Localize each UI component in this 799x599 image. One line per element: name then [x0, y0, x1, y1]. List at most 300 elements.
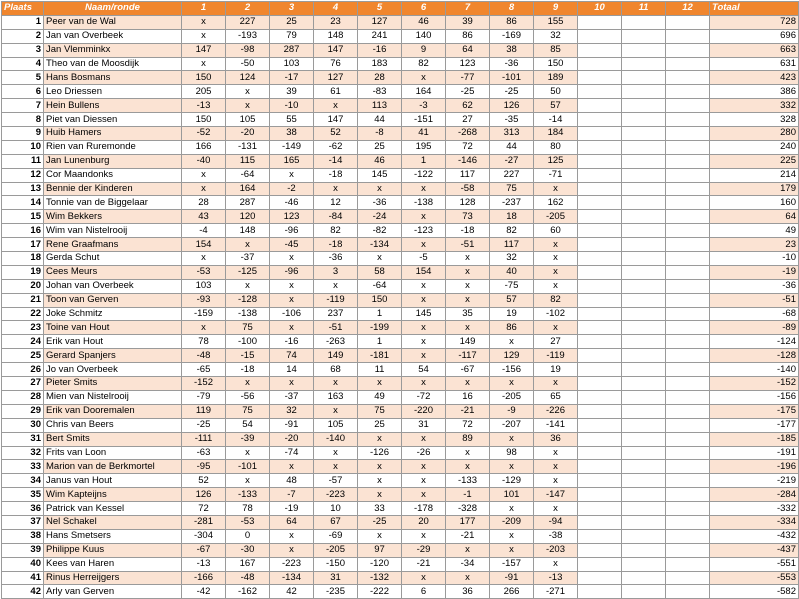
- total-cell: -68: [710, 307, 799, 321]
- header-round-3: 3: [270, 2, 314, 16]
- round-6-score-cell: -3: [402, 99, 446, 113]
- round-3-score-cell: -96: [270, 224, 314, 238]
- round-11-score-cell: [622, 335, 666, 349]
- round-4-score-cell: -223: [314, 488, 358, 502]
- round-4-score-cell: 61: [314, 85, 358, 99]
- round-9-score-cell: x: [534, 446, 578, 460]
- rank-cell: 15: [2, 210, 44, 224]
- round-3-score-cell: -46: [270, 196, 314, 210]
- rank-cell: 24: [2, 335, 44, 349]
- round-1-score-cell: -166: [182, 571, 226, 585]
- round-1-score-cell: -48: [182, 349, 226, 363]
- round-4-score-cell: 52: [314, 127, 358, 141]
- table-row: [2, 279, 799, 293]
- rank-cell: 12: [2, 168, 44, 182]
- player-name-cell: Chris van Beers: [44, 418, 182, 432]
- round-10-score-cell: [578, 265, 622, 279]
- player-name-cell: Huib Hamers: [44, 127, 182, 141]
- round-1-score-cell: 126: [182, 488, 226, 502]
- round-10-score-cell: [578, 43, 622, 57]
- round-8-score-cell: -157: [490, 557, 534, 571]
- round-3-score-cell: -7: [270, 488, 314, 502]
- player-name-cell: Nel Schakel: [44, 515, 182, 529]
- round-9-score-cell: 65: [534, 390, 578, 404]
- round-3-score-cell: x: [270, 252, 314, 266]
- total-cell: 225: [710, 154, 799, 168]
- round-12-score-cell: [666, 99, 710, 113]
- total-cell: 160: [710, 196, 799, 210]
- round-9-score-cell: 155: [534, 15, 578, 29]
- round-3-score-cell: -17: [270, 71, 314, 85]
- round-3-score-cell: x: [270, 377, 314, 391]
- round-6-score-cell: 46: [402, 15, 446, 29]
- round-6-score-cell: x: [402, 349, 446, 363]
- round-6-score-cell: x: [402, 210, 446, 224]
- total-cell: 64: [710, 210, 799, 224]
- round-2-score-cell: x: [226, 238, 270, 252]
- round-10-score-cell: [578, 363, 622, 377]
- round-7-score-cell: x: [446, 543, 490, 557]
- round-4-score-cell: x: [314, 404, 358, 418]
- round-1-score-cell: -42: [182, 585, 226, 599]
- round-6-score-cell: 1: [402, 154, 446, 168]
- round-7-score-cell: -21: [446, 529, 490, 543]
- round-2-score-cell: 164: [226, 182, 270, 196]
- rank-cell: 5: [2, 71, 44, 85]
- rank-cell: 19: [2, 265, 44, 279]
- total-cell: -437: [710, 543, 799, 557]
- round-11-score-cell: [622, 418, 666, 432]
- table-row: [2, 432, 799, 446]
- table-row: [2, 57, 799, 71]
- total-cell: -19: [710, 265, 799, 279]
- player-name-cell: Philippe Kuus: [44, 543, 182, 557]
- total-cell: -334: [710, 515, 799, 529]
- round-9-score-cell: x: [534, 321, 578, 335]
- round-10-score-cell: [578, 182, 622, 196]
- total-cell: 386: [710, 85, 799, 99]
- round-10-score-cell: [578, 460, 622, 474]
- round-8-score-cell: -237: [490, 196, 534, 210]
- round-10-score-cell: [578, 390, 622, 404]
- round-3-score-cell: -45: [270, 238, 314, 252]
- round-1-score-cell: -4: [182, 224, 226, 238]
- round-7-score-cell: -268: [446, 127, 490, 141]
- round-6-score-cell: x: [402, 571, 446, 585]
- round-4-score-cell: 76: [314, 57, 358, 71]
- round-12-score-cell: [666, 460, 710, 474]
- round-1-score-cell: -281: [182, 515, 226, 529]
- round-5-score-cell: x: [358, 377, 402, 391]
- round-5-score-cell: -64: [358, 279, 402, 293]
- round-12-score-cell: [666, 279, 710, 293]
- round-6-score-cell: x: [402, 460, 446, 474]
- round-3-score-cell: -16: [270, 335, 314, 349]
- round-12-score-cell: [666, 529, 710, 543]
- round-3-score-cell: -91: [270, 418, 314, 432]
- round-8-score-cell: -25: [490, 85, 534, 99]
- round-5-score-cell: 33: [358, 502, 402, 516]
- round-9-score-cell: -38: [534, 529, 578, 543]
- round-7-score-cell: x: [446, 446, 490, 460]
- round-11-score-cell: [622, 279, 666, 293]
- round-2-score-cell: -162: [226, 585, 270, 599]
- round-2-score-cell: 120: [226, 210, 270, 224]
- round-2-score-cell: -39: [226, 432, 270, 446]
- round-1-score-cell: -53: [182, 265, 226, 279]
- round-1-score-cell: x: [182, 15, 226, 29]
- table-row: [2, 140, 799, 154]
- round-1-score-cell: -304: [182, 529, 226, 543]
- round-6-score-cell: x: [402, 293, 446, 307]
- round-5-score-cell: -181: [358, 349, 402, 363]
- round-4-score-cell: x: [314, 446, 358, 460]
- round-3-score-cell: -223: [270, 557, 314, 571]
- round-4-score-cell: 148: [314, 29, 358, 43]
- round-1-score-cell: -93: [182, 293, 226, 307]
- rank-cell: 23: [2, 321, 44, 335]
- total-cell: -177: [710, 418, 799, 432]
- round-7-score-cell: -58: [446, 182, 490, 196]
- round-3-score-cell: x: [270, 529, 314, 543]
- round-8-score-cell: -205: [490, 390, 534, 404]
- round-3-score-cell: 287: [270, 43, 314, 57]
- round-8-score-cell: -129: [490, 474, 534, 488]
- round-9-score-cell: -119: [534, 349, 578, 363]
- total-cell: 280: [710, 127, 799, 141]
- round-2-score-cell: -133: [226, 488, 270, 502]
- round-2-score-cell: -48: [226, 571, 270, 585]
- round-12-score-cell: [666, 418, 710, 432]
- round-10-score-cell: [578, 502, 622, 516]
- round-1-score-cell: x: [182, 321, 226, 335]
- round-5-score-cell: x: [358, 252, 402, 266]
- rank-cell: 39: [2, 543, 44, 557]
- round-7-score-cell: -1: [446, 488, 490, 502]
- round-12-score-cell: [666, 335, 710, 349]
- round-7-score-cell: -25: [446, 85, 490, 99]
- round-11-score-cell: [622, 182, 666, 196]
- round-2-score-cell: -18: [226, 363, 270, 377]
- round-4-score-cell: -150: [314, 557, 358, 571]
- round-4-score-cell: 67: [314, 515, 358, 529]
- round-9-score-cell: 189: [534, 71, 578, 85]
- round-7-score-cell: 36: [446, 585, 490, 599]
- round-7-score-cell: 123: [446, 57, 490, 71]
- round-12-score-cell: [666, 85, 710, 99]
- round-10-score-cell: [578, 127, 622, 141]
- round-8-score-cell: 101: [490, 488, 534, 502]
- round-9-score-cell: 82: [534, 293, 578, 307]
- round-8-score-cell: -36: [490, 57, 534, 71]
- table-row: [2, 71, 799, 85]
- round-1-score-cell: x: [182, 29, 226, 43]
- round-8-score-cell: 82: [490, 224, 534, 238]
- player-name-cell: Rene Graafmans: [44, 238, 182, 252]
- total-cell: -51: [710, 293, 799, 307]
- player-name-cell: Wim van Nistelrooij: [44, 224, 182, 238]
- round-2-score-cell: 115: [226, 154, 270, 168]
- round-7-score-cell: -146: [446, 154, 490, 168]
- round-6-score-cell: -122: [402, 168, 446, 182]
- round-2-score-cell: x: [226, 377, 270, 391]
- table-row: [2, 585, 799, 599]
- round-1-score-cell: -67: [182, 543, 226, 557]
- round-10-score-cell: [578, 543, 622, 557]
- round-7-score-cell: -77: [446, 71, 490, 85]
- round-2-score-cell: x: [226, 474, 270, 488]
- table-row: [2, 99, 799, 113]
- round-4-score-cell: -57: [314, 474, 358, 488]
- round-10-score-cell: [578, 418, 622, 432]
- round-1-score-cell: -79: [182, 390, 226, 404]
- table-row: [2, 349, 799, 363]
- table-row: [2, 321, 799, 335]
- table-row: [2, 363, 799, 377]
- round-4-score-cell: 127: [314, 71, 358, 85]
- round-8-score-cell: x: [490, 529, 534, 543]
- round-2-score-cell: 124: [226, 71, 270, 85]
- round-4-score-cell: x: [314, 182, 358, 196]
- round-5-score-cell: -132: [358, 571, 402, 585]
- round-3-score-cell: 123: [270, 210, 314, 224]
- round-4-score-cell: x: [314, 279, 358, 293]
- round-2-score-cell: -100: [226, 335, 270, 349]
- round-7-score-cell: -34: [446, 557, 490, 571]
- round-8-score-cell: 126: [490, 99, 534, 113]
- round-7-score-cell: 16: [446, 390, 490, 404]
- rank-cell: 29: [2, 404, 44, 418]
- round-2-score-cell: 0: [226, 529, 270, 543]
- player-name-cell: Jan Lunenburg: [44, 154, 182, 168]
- round-5-score-cell: 46: [358, 154, 402, 168]
- round-12-score-cell: [666, 43, 710, 57]
- table-row: [2, 529, 799, 543]
- round-6-score-cell: 6: [402, 585, 446, 599]
- round-2-score-cell: x: [226, 99, 270, 113]
- round-7-score-cell: 72: [446, 418, 490, 432]
- rank-cell: 32: [2, 446, 44, 460]
- round-3-score-cell: 42: [270, 585, 314, 599]
- round-1-score-cell: 150: [182, 71, 226, 85]
- round-9-score-cell: -102: [534, 307, 578, 321]
- round-7-score-cell: 39: [446, 15, 490, 29]
- round-9-score-cell: -13: [534, 571, 578, 585]
- round-10-score-cell: [578, 377, 622, 391]
- round-6-score-cell: 164: [402, 85, 446, 99]
- round-9-score-cell: -271: [534, 585, 578, 599]
- round-5-score-cell: x: [358, 460, 402, 474]
- round-3-score-cell: -19: [270, 502, 314, 516]
- round-7-score-cell: x: [446, 279, 490, 293]
- round-2-score-cell: 75: [226, 321, 270, 335]
- round-11-score-cell: [622, 140, 666, 154]
- round-7-score-cell: -18: [446, 224, 490, 238]
- total-cell: 179: [710, 182, 799, 196]
- round-12-score-cell: [666, 113, 710, 127]
- round-6-score-cell: 20: [402, 515, 446, 529]
- round-6-score-cell: 54: [402, 363, 446, 377]
- round-10-score-cell: [578, 252, 622, 266]
- table-row: [2, 571, 799, 585]
- round-4-score-cell: 237: [314, 307, 358, 321]
- round-10-score-cell: [578, 571, 622, 585]
- round-3-score-cell: -149: [270, 140, 314, 154]
- standings-body: [2, 15, 799, 598]
- round-9-score-cell: x: [534, 182, 578, 196]
- total-cell: -196: [710, 460, 799, 474]
- round-12-score-cell: [666, 252, 710, 266]
- round-4-score-cell: x: [314, 99, 358, 113]
- round-9-score-cell: x: [534, 474, 578, 488]
- round-4-score-cell: 147: [314, 113, 358, 127]
- round-4-score-cell: -51: [314, 321, 358, 335]
- total-cell: -185: [710, 432, 799, 446]
- header-totaal: Totaal: [710, 2, 799, 16]
- round-11-score-cell: [622, 474, 666, 488]
- round-7-score-cell: -67: [446, 363, 490, 377]
- player-name-cell: Toon van Gerven: [44, 293, 182, 307]
- round-1-score-cell: 150: [182, 113, 226, 127]
- round-1-score-cell: -13: [182, 99, 226, 113]
- round-5-score-cell: 58: [358, 265, 402, 279]
- round-2-score-cell: 227: [226, 15, 270, 29]
- total-cell: 214: [710, 168, 799, 182]
- round-11-score-cell: [622, 377, 666, 391]
- round-4-score-cell: 31: [314, 571, 358, 585]
- total-cell: -156: [710, 390, 799, 404]
- round-7-score-cell: 89: [446, 432, 490, 446]
- table-row: [2, 515, 799, 529]
- round-1-score-cell: -159: [182, 307, 226, 321]
- round-5-score-cell: 127: [358, 15, 402, 29]
- round-7-score-cell: -133: [446, 474, 490, 488]
- round-7-score-cell: 128: [446, 196, 490, 210]
- round-11-score-cell: [622, 293, 666, 307]
- round-6-score-cell: -5: [402, 252, 446, 266]
- round-9-score-cell: 50: [534, 85, 578, 99]
- round-2-score-cell: 148: [226, 224, 270, 238]
- round-11-score-cell: [622, 349, 666, 363]
- round-5-score-cell: 241: [358, 29, 402, 43]
- round-5-score-cell: -120: [358, 557, 402, 571]
- round-11-score-cell: [622, 585, 666, 599]
- round-8-score-cell: 19: [490, 307, 534, 321]
- round-3-score-cell: 14: [270, 363, 314, 377]
- player-name-cell: Pieter Smits: [44, 377, 182, 391]
- round-12-score-cell: [666, 238, 710, 252]
- round-2-score-cell: x: [226, 85, 270, 99]
- table-row: [2, 224, 799, 238]
- table-row: [2, 460, 799, 474]
- round-7-score-cell: 86: [446, 29, 490, 43]
- table-row: [2, 474, 799, 488]
- round-8-score-cell: 40: [490, 265, 534, 279]
- round-12-score-cell: [666, 474, 710, 488]
- round-11-score-cell: [622, 196, 666, 210]
- round-3-score-cell: 32: [270, 404, 314, 418]
- header-round-11: 11: [622, 2, 666, 16]
- player-name-cell: Jan van Overbeek: [44, 29, 182, 43]
- round-6-score-cell: x: [402, 279, 446, 293]
- total-cell: -551: [710, 557, 799, 571]
- round-7-score-cell: -51: [446, 238, 490, 252]
- round-2-score-cell: -131: [226, 140, 270, 154]
- round-12-score-cell: [666, 210, 710, 224]
- rank-cell: 40: [2, 557, 44, 571]
- table-row: [2, 557, 799, 571]
- round-2-score-cell: 78: [226, 502, 270, 516]
- round-10-score-cell: [578, 585, 622, 599]
- round-9-score-cell: x: [534, 238, 578, 252]
- round-1-score-cell: -25: [182, 418, 226, 432]
- round-11-score-cell: [622, 29, 666, 43]
- round-1-score-cell: -40: [182, 154, 226, 168]
- rank-cell: 2: [2, 29, 44, 43]
- player-name-cell: Hans Smetsers: [44, 529, 182, 543]
- round-5-score-cell: 145: [358, 168, 402, 182]
- header-round-9: 9: [534, 2, 578, 16]
- round-8-score-cell: -156: [490, 363, 534, 377]
- round-1-score-cell: x: [182, 182, 226, 196]
- round-3-score-cell: x: [270, 543, 314, 557]
- round-7-score-cell: -117: [446, 349, 490, 363]
- total-cell: 328: [710, 113, 799, 127]
- round-8-score-cell: 86: [490, 15, 534, 29]
- rank-cell: 9: [2, 127, 44, 141]
- round-12-score-cell: [666, 168, 710, 182]
- round-10-score-cell: [578, 307, 622, 321]
- round-7-score-cell: x: [446, 571, 490, 585]
- player-name-cell: Hein Bullens: [44, 99, 182, 113]
- round-4-score-cell: 12: [314, 196, 358, 210]
- rank-cell: 27: [2, 377, 44, 391]
- round-2-score-cell: -20: [226, 127, 270, 141]
- round-12-score-cell: [666, 488, 710, 502]
- round-11-score-cell: [622, 307, 666, 321]
- rank-cell: 34: [2, 474, 44, 488]
- round-4-score-cell: 163: [314, 390, 358, 404]
- round-10-score-cell: [578, 557, 622, 571]
- round-9-score-cell: 150: [534, 57, 578, 71]
- round-11-score-cell: [622, 404, 666, 418]
- round-2-score-cell: -50: [226, 57, 270, 71]
- total-cell: 423: [710, 71, 799, 85]
- rank-cell: 22: [2, 307, 44, 321]
- player-name-cell: Rien van Ruremonde: [44, 140, 182, 154]
- round-11-score-cell: [622, 432, 666, 446]
- round-5-score-cell: 75: [358, 404, 402, 418]
- round-1-score-cell: 154: [182, 238, 226, 252]
- round-2-score-cell: 105: [226, 113, 270, 127]
- rank-cell: 42: [2, 585, 44, 599]
- round-3-score-cell: 25: [270, 15, 314, 29]
- round-3-score-cell: x: [270, 460, 314, 474]
- rank-cell: 21: [2, 293, 44, 307]
- round-9-score-cell: 60: [534, 224, 578, 238]
- round-1-score-cell: x: [182, 252, 226, 266]
- round-12-score-cell: [666, 57, 710, 71]
- round-10-score-cell: [578, 210, 622, 224]
- round-11-score-cell: [622, 99, 666, 113]
- round-12-score-cell: [666, 265, 710, 279]
- header-round-7: 7: [446, 2, 490, 16]
- player-name-cell: Toine van Hout: [44, 321, 182, 335]
- round-7-score-cell: 117: [446, 168, 490, 182]
- round-11-score-cell: [622, 113, 666, 127]
- round-12-score-cell: [666, 349, 710, 363]
- round-10-score-cell: [578, 57, 622, 71]
